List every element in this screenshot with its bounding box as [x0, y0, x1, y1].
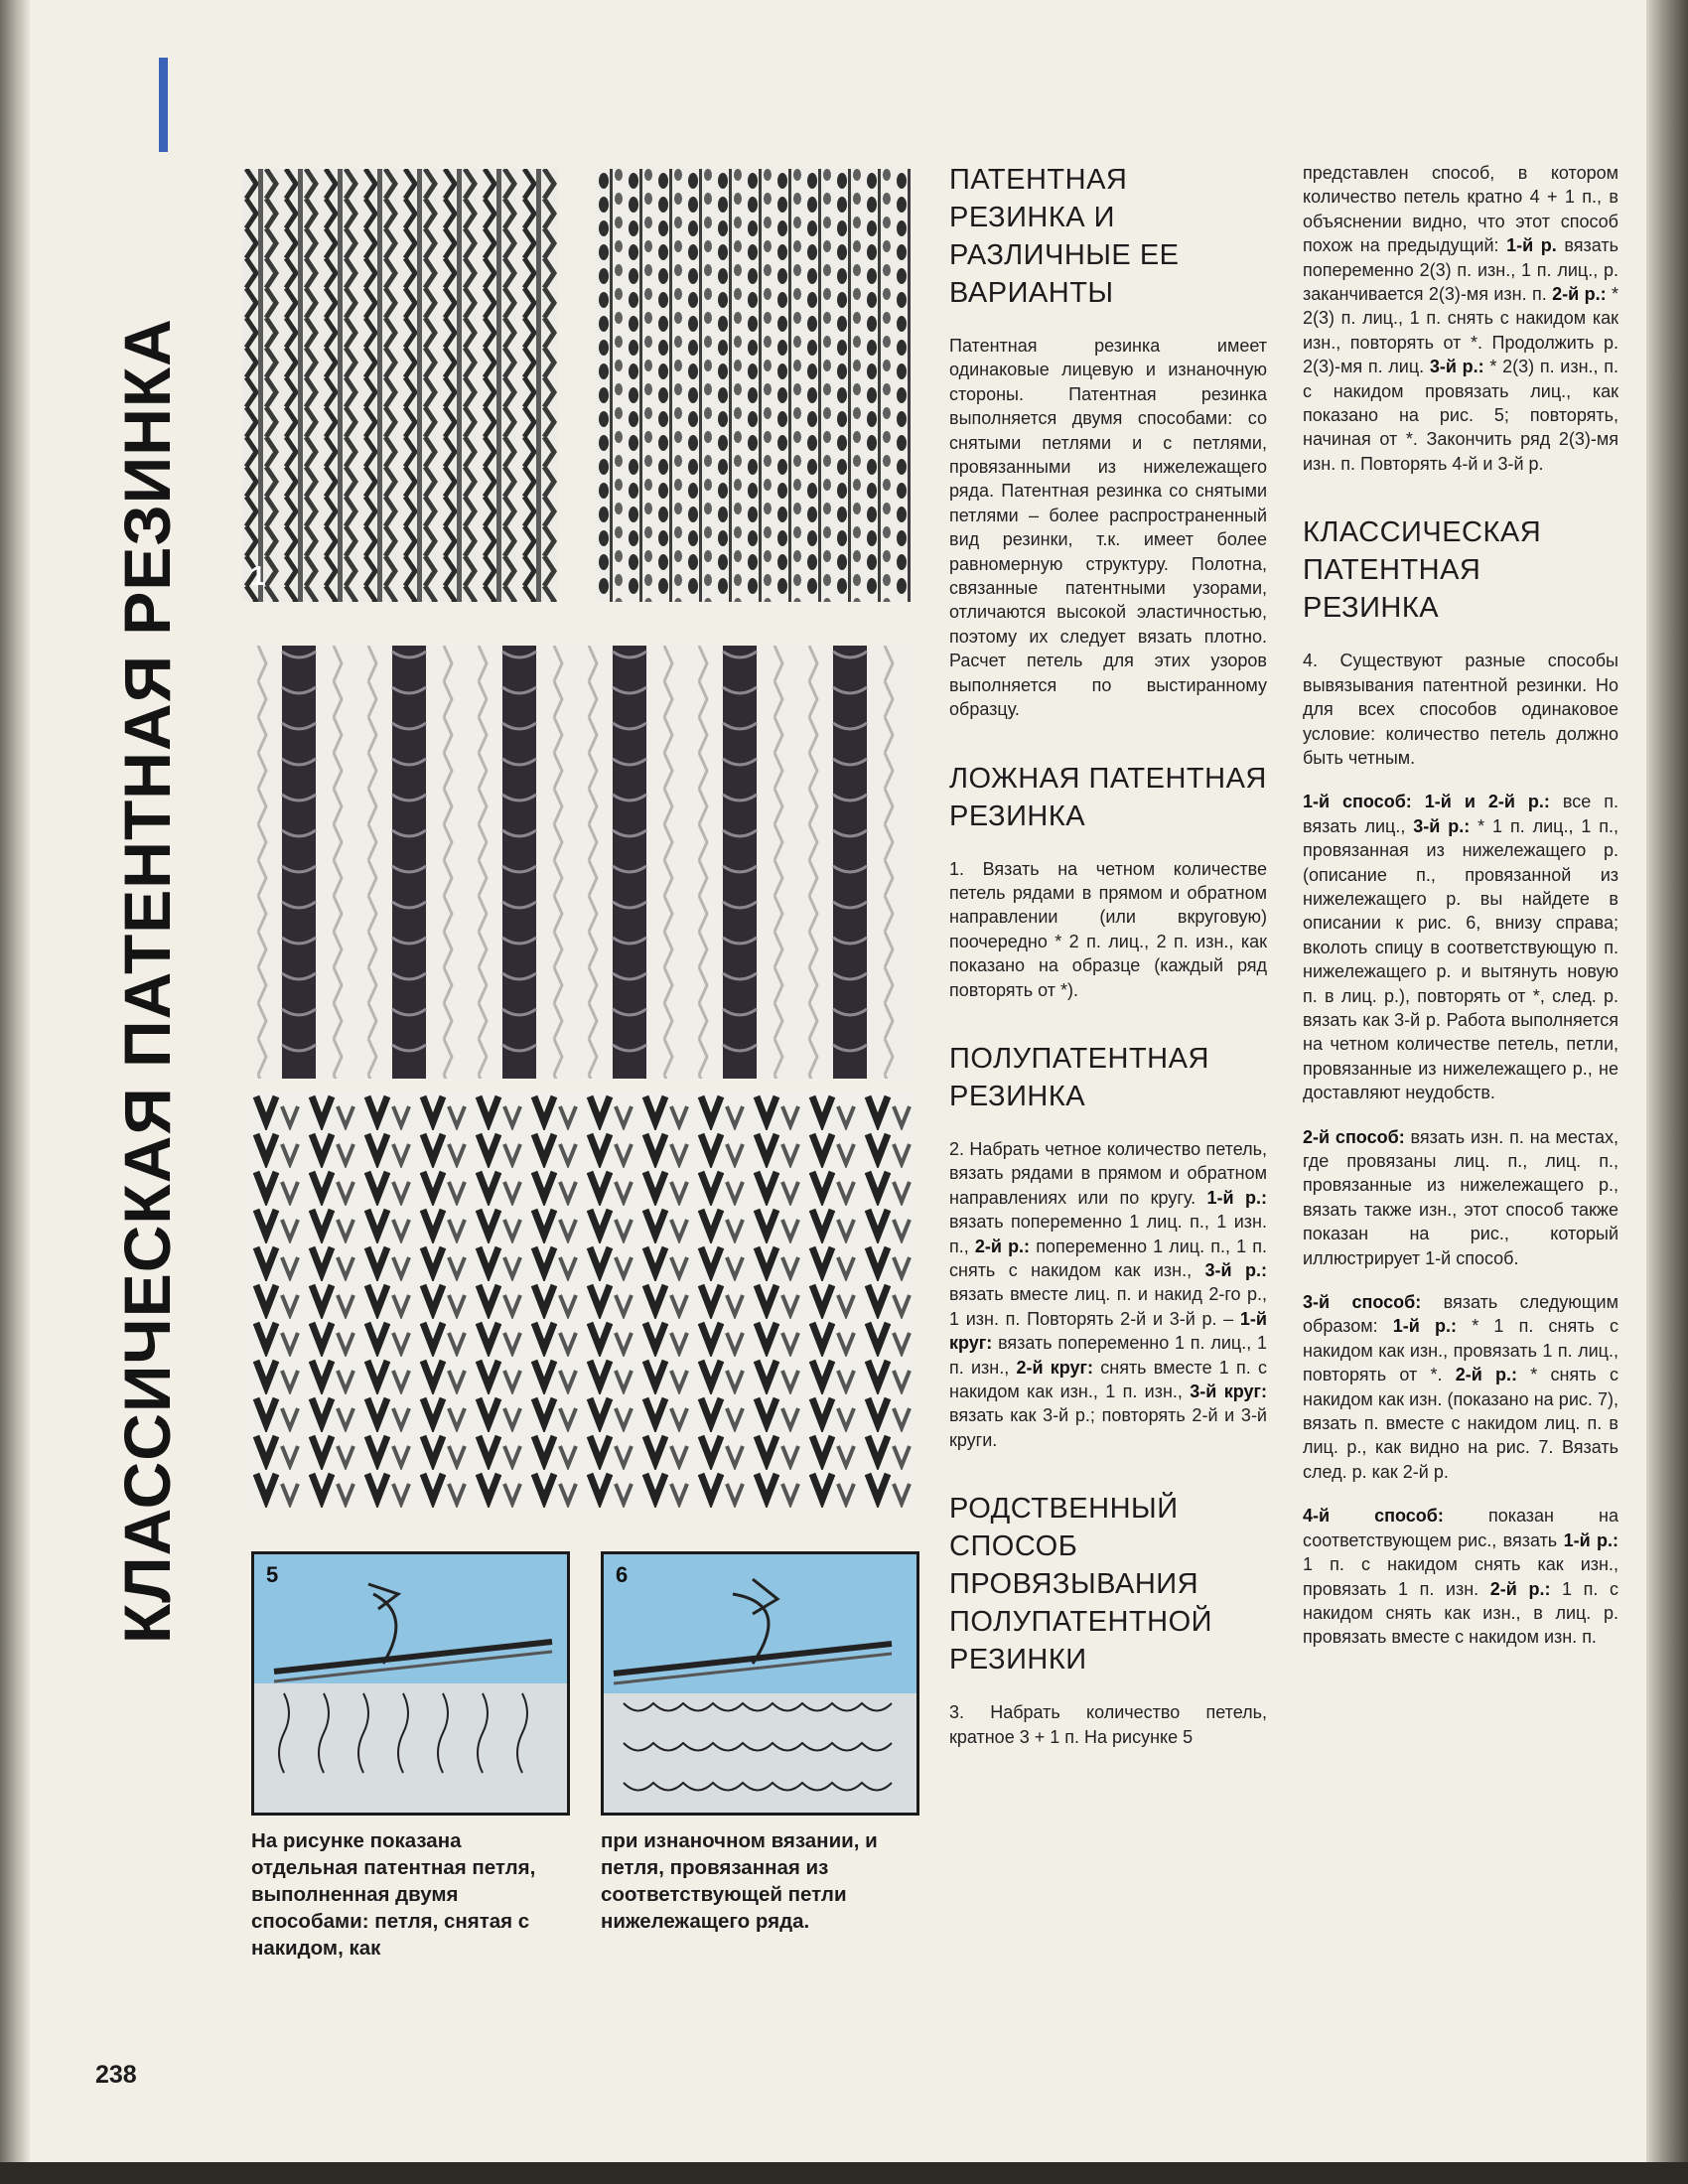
- paragraph-related-method: 3. Набрать количество петель, кратное 3 + 1 п. На рисунке 5: [949, 1702, 1267, 1747]
- page-edge-shadow: [1646, 0, 1688, 2184]
- paragraph-continuation: представлен способ, в котором количество петель кратно 4 + 1 п., в объяснении видно, что этот способ похож на предыдущий: 1-й р. вязать попеременно 2(3) п. изн., 1 п. лиц., р. заканчивается 2(3)-мя изн. п. 2-й р.: * 2(3) п. лиц., 1 п. снять с накидом как изн., повторять от *. Продолжить р. 2(3)-мя п. лиц. 3-й р.: * 2(3) п. изн., п. с накидом провязать лиц., как показано на рис. 5; повторять, начиная от *. Закончить ряд 2(3)-мя изн. п. Повторять 4-й и 3-й р.: [1303, 163, 1618, 474]
- book-binding-shadow: [0, 0, 30, 2184]
- heading-half-patent: ПОЛУПАТЕНТНАЯ РЕЗИНКА: [949, 1042, 1209, 1112]
- paragraph-method-2: 2-й способ: вязать изн. п. на местах, где провязаны лиц. п., лиц. п., провязанные из нижележащего р., вязать также изн., этот способ также показан на рис., который иллюстрирует 1-й способ.: [1303, 1126, 1618, 1268]
- paragraph-method-4: 4-й способ: показан на соответствующем рис., вязать 1-й р.: 1 п. с накидом снять как изн., провязать 1 п. изн. 2-й р.: 1 п. с накидом снять как изн., в лиц. р. провязать вместе с накидом изн. п.: [1303, 1506, 1618, 1648]
- figure-number: 6: [616, 1562, 629, 1587]
- heading-related-method: РОДСТВЕННЫЙ СПОСОБ ПРОВЯЗЫВАНИЯ ПОЛУПАТЕНТНОЙ РЕЗИНКИ: [949, 1493, 1213, 1676]
- paragraph-method-1: 1-й способ: 1-й и 2-й р.: все п. вязать лиц., 3-й р.: * 1 п. лиц., 1 п., провязанная из нижележащего р. (описание п., провязанной из нижележащего р. вы найдете в описании к рис. 6, внизу справа; вколоть спицу в соответствующую п. нижележащего р. и вытянуть новую п. в лиц. р.), повторять от *, след. р. вязать как 3-й р. Работа выполняется на четном количестве петель, петли, провязанные из нижележащего р., не доставляют неудобств.: [1303, 792, 1619, 1103]
- caption-right: при изнаночном вязании, и петля, провязанная из соответствующей петли нижележащего ряда.: [601, 1829, 878, 1933]
- vertical-section-title: КЛАССИЧЕСКАЯ ПАТЕНТНАЯ РЕЗИНКА: [110, 318, 184, 1644]
- caption-left: На рисунке показана отдельная патентная петля, выполненная двумя способами: петля, снятая с накидом, как: [251, 1829, 536, 1960]
- photo-number: 1: [250, 560, 266, 591]
- paragraph-classic-patent: 4. Существуют разные способы вывязывания патентной резинки. Но для всех способов одинаковое условие: количество петель должно быть четным.: [1303, 651, 1618, 768]
- heading-patent-rib: ПАТЕНТНАЯ РЕЗИНКА И РАЗЛИЧНЫЕ ЕЕ ВАРИАНТЫ: [949, 164, 1180, 309]
- paragraph-method-3: 3-й способ: вязать следующим образом: 1-й р.: * 1 п. снять с накидом как изн., провязать 1 п. лиц., повторять от *. 2-й р.: * снять с накидом как изн. (показано на рис. 7), вязать п. вместе с накидом лиц. п. в лиц. р., как видно на рис. 7. Вязать след. р. как 2-й р.: [1303, 1292, 1618, 1482]
- bottom-edge-shadow: [0, 2162, 1688, 2184]
- page-number: 238: [95, 2061, 137, 2089]
- heading-false-patent: ЛОЖНАЯ ПАТЕНТНАЯ РЕЗИНКА: [949, 762, 1267, 832]
- text-column-2: [1303, 161, 1618, 1670]
- knit-photo-2: [596, 169, 912, 602]
- paragraph-patent-rib: Патентная резинка имеет одинаковые лицевую и изнаночную стороны. Патентная резинка выполняется двумя способами: со снятыми петлями и с петлями, провязанными из нижележащего ряда. Патентная резинка со снятыми петлями – более распространенный вид резинки, т.к. имеет более равномерную структуру. Полотна, связанные патентными узорами, отличаются высокой эластичностью, поэтому их следует вязать плотно. Расчет петель для этих узоров выполняется по выстиранному образцу.: [949, 336, 1267, 720]
- knit-photo-1: [242, 169, 558, 602]
- knit-photo-4: [248, 1092, 915, 1508]
- heading-classic-patent: КЛАССИЧЕСКАЯ ПАТЕНТНАЯ РЕЗИНКА: [1303, 516, 1542, 625]
- diagram-figure-5: [251, 1551, 570, 1816]
- paragraph-half-patent: 2. Набрать четное количество петель, вязать рядами в прямом и обратном направлениях или по кругу. 1-й р.: вязать попеременно 1 лиц. п., 1 изн. п., 2-й р.: попеременно 1 лиц. п., 1 п. снять с накидом как изн., 3-й р.: вязать вместе лиц. п. и накид 2-го р., 1 изн. п. Повторять 2-й и 3-й р. – 1-й круг: вязать попеременно 1 п. лиц., 1 п. изн., 2-й круг: снять вместе 1 п. с накидом как изн., 1 п. изн., 3-й круг: вязать как 3-й р.; повторять 2-й и 3-й круги.: [949, 1138, 1268, 1450]
- knit-photo-3: [252, 646, 914, 1079]
- accent-bar: [159, 58, 168, 152]
- paragraph-false-patent: 1. Вязать на четном количестве петель рядами в прямом и обратном направлении (или вкруговую) поочередно * 2 п. лиц., 2 п. изн., как показано на образце (каждый ряд повторять от *).: [949, 858, 1267, 1000]
- diagram-figure-6: [601, 1551, 919, 1816]
- text-column-1: [949, 161, 1267, 1769]
- figure-number: 5: [266, 1562, 279, 1587]
